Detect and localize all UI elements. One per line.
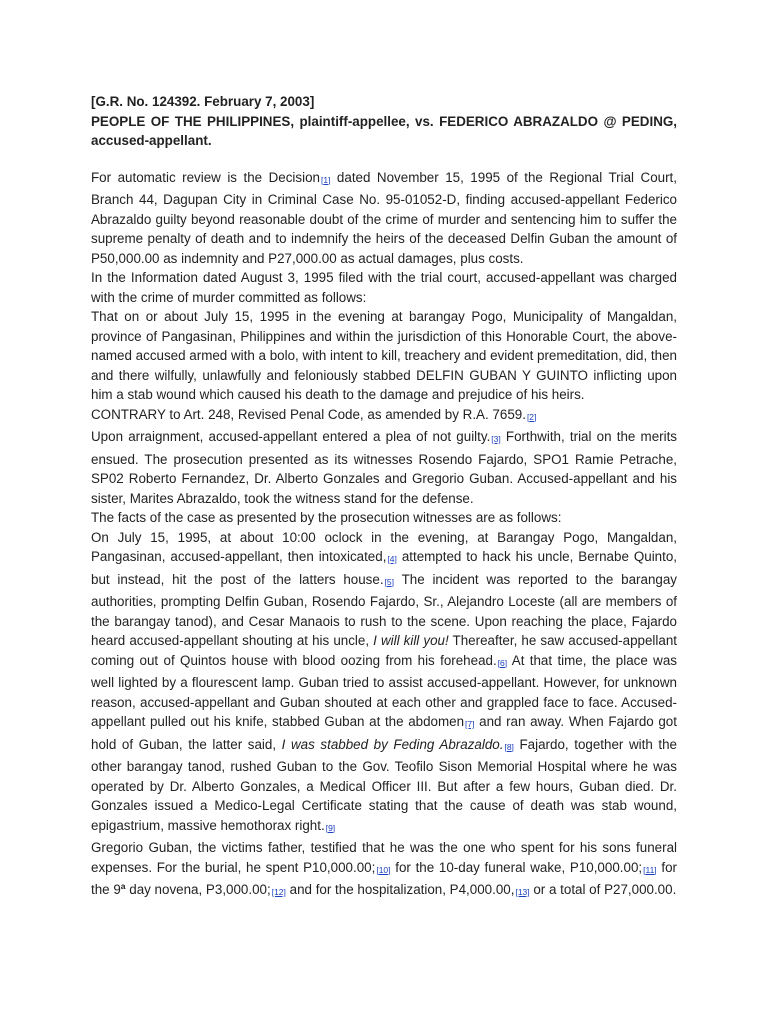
paragraph-charge: That on or about July 15, 1995 in the evening at barangay Pogo, Municipality of Mangaldan, province of Pangasinan, Philippines and within the jurisdiction of this Honorable Court, the above-named accused armed with a bolo, with intent to kill, treachery and evident premeditation, did, then and there wilfully, unlawfully and feloniously stabbed DELFIN GUBAN Y GUINTO inflicting upon him a stab wound which caused his death to the damage and prejudice of his heirs.: [91, 309, 677, 402]
footnote-link-2[interactable]: [2]: [526, 411, 537, 422]
footnote-link-4[interactable]: [4]: [387, 554, 397, 564]
text-segment: day novena, P3,000.00;: [125, 882, 271, 897]
text-segment: Thereafter, he saw accused-appellant coming out of Quintos house with blood oozing from his forehead.: [91, 633, 677, 668]
text-segment: For automatic review is the Decision: [91, 169, 320, 185]
paragraph-arraignment: [91, 427, 677, 508]
case-number: [G.R. No. 124392. February 7, 2003]: [91, 94, 315, 109]
paragraph-expenses: [91, 838, 677, 903]
quote-italic: I was stabbed by Feding Abrazaldo.: [281, 736, 504, 752]
text-segment: CONTRARY to Art. 248, Revised Penal Code, as amended by R.A. 7659.: [91, 406, 526, 422]
text-segment: attempted to hack his uncle, Bernabe Quinto, but instead, hit the post of the latters house.: [91, 549, 677, 587]
footnote-link-3[interactable]: [3]: [491, 434, 501, 444]
document-body: [91, 92, 677, 903]
footnote-link-1[interactable]: [1]: [320, 174, 331, 185]
quote-italic: I will kill you!: [373, 633, 449, 648]
text-segment: dated November 15, 1995 of the Regional Trial Court, Branch 44, Dagupan City in Criminal Case No. 95-01052-D, finding accused-appellant Federico Abrazaldo guilty beyond reasonable doubt of the crime of murder and sentencing him to suffer the supreme penalty of death and to indemnify the heirs of the deceased Delfin Guban the amount of P50,000.00 as indemnity and P27,000.00 as actual damages, plus costs.: [91, 169, 677, 266]
case-caption: PEOPLE OF THE PHILIPPINES, plaintiff-appellee, vs. FEDERICO ABRAZALDO @ PEDING, accused-appellant.: [91, 113, 677, 148]
footnote-link-11[interactable]: [11]: [643, 864, 657, 875]
text-segment: Forthwith, trial on the merits ensued. The prosecution presented as its witnesses Rosendo Fajardo, SPO1 Ramie Petrache, SP02 Roberto Fernandez, Dr. Alberto Gonzales and Gregorio Guban. Accused-appellant and his sister, Marites Abrazaldo, took the witness stand for the defense.: [91, 429, 677, 506]
footnote-link-9[interactable]: [9]: [325, 822, 336, 833]
text-segment: for the 10-day funeral wake, P10,000.00;: [390, 859, 643, 875]
text-segment: and for the hospitalization, P4,000.00,: [285, 882, 515, 897]
paragraph-automatic-review: [91, 168, 677, 269]
footnote-link-7[interactable]: [7]: [465, 719, 475, 729]
footnote-link-6[interactable]: [6]: [497, 657, 508, 668]
paragraph-contrary: [91, 405, 677, 428]
footnote-link-5[interactable]: [5]: [384, 576, 394, 587]
text-segment: or a total of P27,000.00.: [529, 882, 677, 897]
footnote-link-12[interactable]: [12]: [271, 887, 286, 897]
paragraph-facts: [91, 528, 677, 839]
text-segment: Upon arraignment, accused-appellant entered a plea of not guilty.: [91, 429, 491, 444]
text-segment: The incident was reported to the barangay authorities, prompting Delfin Guban, Rosendo Fajardo, Sr., Alejandro Loceste (all are members of the barangay tanod), and Cesar Manaois to rush to the scene. Upon reaching the place, Fajardo heard accused-appellant shouting at his uncle,: [91, 571, 677, 648]
text-segment: Fajardo, together with the other barangay tanod, rushed Guban to the Gov. Teofilo Sison Memorial Hospital where he was operated by Dr. Alberto Gonzales, a Medical Officer III. But after a few hours, Guban died. Dr. Gonzales issued a Medico-Legal Certificate stating that the cause of death was stab wound, epigastrium, massive hemothorax right.: [91, 736, 677, 833]
text-segment: At that time, the place was well lighted by a flourescent lamp. Guban tried to assist accused-appellant. However, for unknown reason, accused-appellant and Guban shouted at each other and grappled face to face. Accused-appellant pulled out his knife, stabbed Guban at the abdomen: [91, 652, 677, 729]
ordinal-superscript: a: [120, 881, 126, 891]
text-segment: for the 9: [91, 859, 677, 897]
text-segment: Gregorio Guban, the victims father, testified that he was the one who spent for his sons funeral expenses. For the burial, he spent P10,000.00;: [91, 840, 677, 875]
text-segment: On July 15, 1995, at about 10:00 oclock in the evening, at Barangay Pogo, Mangaldan, Pangasinan, accused-appellant, then intoxicated,: [91, 529, 677, 564]
footnote-link-10[interactable]: [10]: [376, 864, 391, 875]
footnote-link-13[interactable]: [13]: [515, 887, 530, 897]
footnote-link-8[interactable]: [8]: [504, 741, 514, 752]
text-segment: and ran away. When Fajardo got hold of Guban, the latter said,: [91, 714, 677, 752]
paragraph-facts-intro: The facts of the case as presented by the prosecution witnesses are as follows:: [91, 510, 562, 525]
paragraph-information: In the Information dated August 3, 1995 filed with the trial court, accused-appellant was charged with the crime of murder committed as follows:: [91, 270, 677, 305]
